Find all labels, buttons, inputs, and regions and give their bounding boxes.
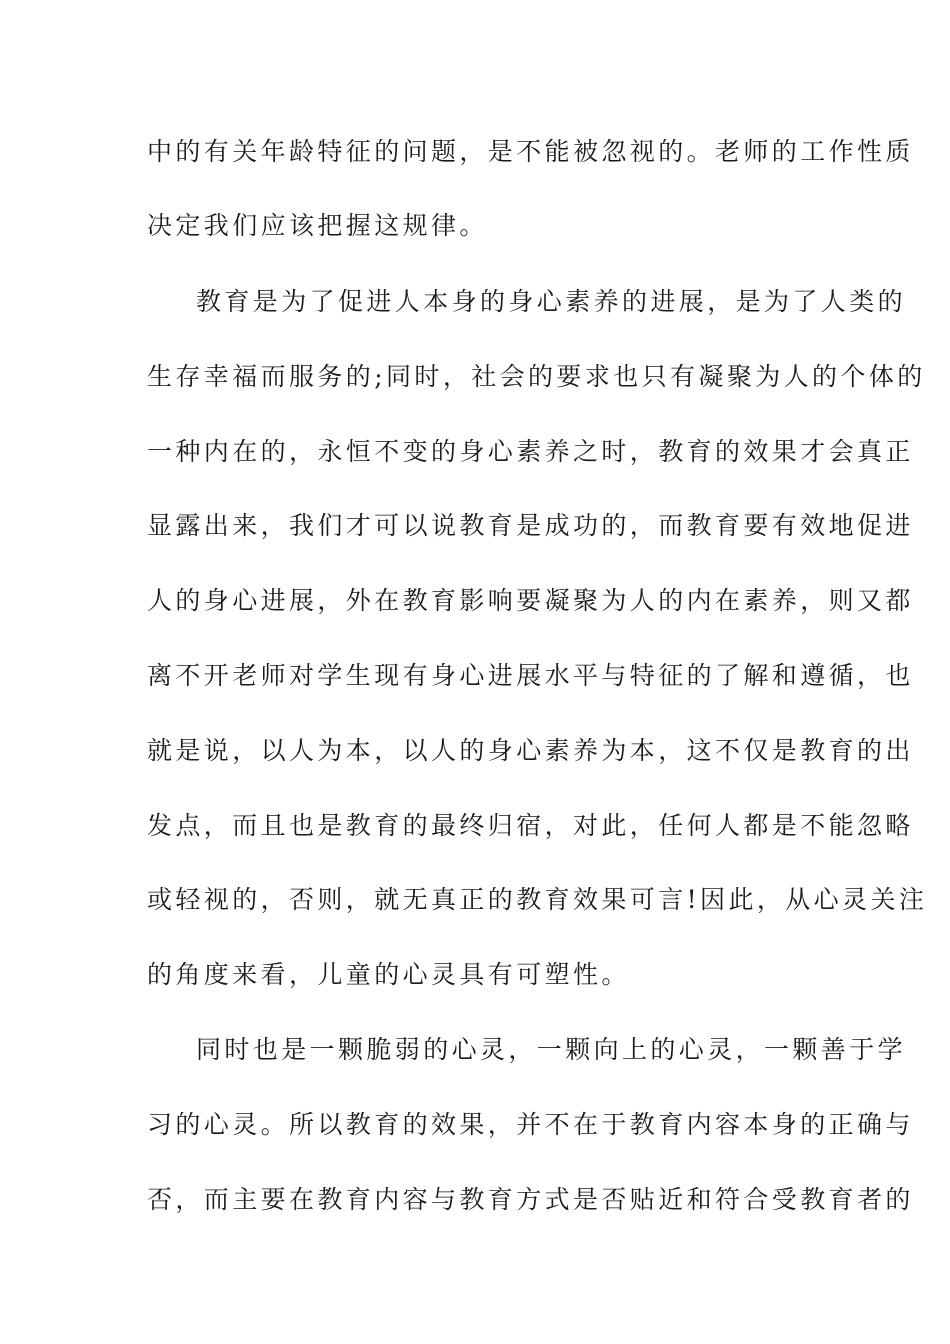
text-line: 就是说，以人为本，以人的身心素养为本，这不仅是教育的出 [147, 736, 914, 765]
text-line: 一种内在的，永恒不变的身心素养之时，教育的效果才会真正 [147, 437, 914, 466]
text-line: 生存幸福而服务的;同时，社会的要求也只有凝聚为人的个体的 [147, 362, 926, 391]
text-line: 习的心灵。所以教育的效果，并不在于教育内容本身的正确与 [147, 1110, 914, 1139]
text-line: 离不开老师对学生现有身心进展水平与特征的了解和遵循，也 [147, 661, 914, 690]
text-line: 人的身心进展，外在教育影响要凝聚为人的内在素养，则又都 [147, 586, 914, 615]
text-line: 否，而主要在教育内容与教育方式是否贴近和符合受教育者的 [147, 1185, 914, 1214]
text-line: 中的有关年龄特征的问题，是不能被忽视的。老师的工作性质 [147, 137, 914, 166]
text-line: 或轻视的，否则，就无真正的教育效果可言!因此，从心灵关注 [147, 885, 928, 914]
text-line: 发点，而且也是教育的最终归宿，对此，任何人都是不能忽略 [147, 811, 914, 840]
paragraph-first-line: 同时也是一颗脆弱的心灵，一颗向上的心灵，一颗善于学 [196, 1035, 907, 1064]
text-line: 显露出来，我们才可以说教育是成功的，而教育要有效地促进 [147, 511, 914, 540]
paragraph-first-line: 教育是为了促进人本身的身心素养的进展，是为了人类的 [196, 287, 907, 316]
text-line: 决定我们应该把握这规律。 [147, 211, 488, 240]
text-line: 的角度来看，儿童的心灵具有可塑性。 [147, 960, 630, 989]
